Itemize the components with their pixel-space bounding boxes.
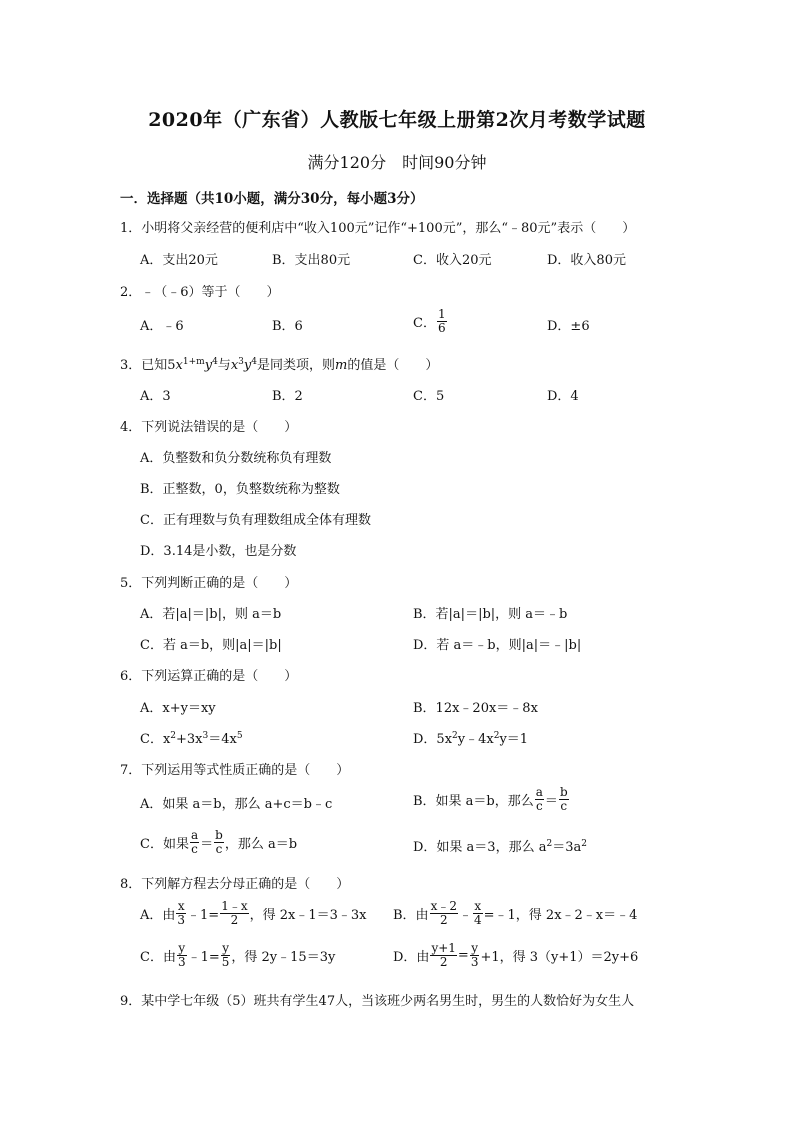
fraction-numerator: x [474,899,482,913]
question-7-option-b [413,786,570,813]
fraction-denominator: 2 [230,913,239,927]
question-7-stem: 7．下列运用等式性质正确的是（ ） [120,763,350,778]
var: m [335,358,348,373]
text: ，得 2y﹣15＝3y [231,950,336,965]
fraction [430,900,458,927]
question-5-option-b: B．若|a|＝|b|，则 a＝﹣b [413,607,568,622]
fraction-denominator: 3 [177,913,186,927]
fraction [470,942,480,969]
text: 是同类项，则 [256,358,335,373]
question-8-stem: 8．下列解方程去分母正确的是（ ） [120,877,350,892]
exponent: 5 [236,731,243,741]
fraction [221,942,231,969]
question-8-option-b [393,900,637,927]
exponent: 1+m [182,357,205,367]
text: y＝1 [499,732,529,747]
exponent: 4 [212,357,218,367]
text: ＝ [200,837,214,852]
text: ，得 2x﹣1＝3﹣3x [249,908,367,923]
fraction-numerator: x﹣2 [430,899,457,913]
text: ，那么 a＝b [224,837,298,852]
exponent: 3 [238,357,244,367]
question-4-option-d: D．3.14是小数，也是分数 [140,544,297,559]
question-2-option-c [413,308,448,335]
fraction-denominator: 4 [473,913,482,927]
fraction [176,900,186,927]
fraction-denominator: 6 [437,321,446,335]
question-4-option-a: A．负整数和负分数统称负有理数 [140,451,332,466]
fraction [430,942,456,969]
text: ﹣ [458,908,472,923]
text: D．由 [393,950,430,965]
text: 与 [217,358,231,373]
question-3-option-a: A．3 [140,389,171,404]
fraction-numerator: b [215,828,223,842]
text: A．由 [140,908,176,923]
text: B．如果 a＝b，那么 [413,794,534,809]
fraction-denominator: c [560,799,568,813]
fraction [190,829,199,856]
question-1-option-b: B．支出80元 [272,253,351,268]
question-8-option-a [140,900,367,927]
section-heading: 一．选择题（共10小题，满分30分，每小题3分） [120,191,424,207]
text: D．5x [413,732,453,747]
fraction [535,786,544,813]
question-6-option-c [140,728,243,747]
question-4-stem: 4．下列说法错误的是（ ） [120,420,298,435]
text: D．如果 a＝3，那么 a [413,840,547,855]
fraction-numerator: a [190,828,199,842]
exponent: 2 [452,731,458,741]
fraction-numerator: y+1 [431,941,456,955]
question-7-option-d [413,836,587,855]
var: x [230,358,239,373]
question-6-option-d [413,728,528,747]
text: 的值是（ ） [347,358,439,373]
exponent: 2 [546,839,553,849]
question-8-option-c [140,942,335,969]
fraction-numerator: 1﹣x [221,899,248,913]
exponent: 2 [170,731,177,741]
fraction-numerator: y [471,941,479,955]
question-4-option-c: C．正有理数与负有理数组成全体有理数 [140,513,371,528]
exponent: 2 [493,731,500,741]
question-5-stem: 5．下列判断正确的是（ ） [120,576,298,591]
fraction-denominator: 5 [221,955,230,969]
question-5-option-a: A．若|a|＝|b|，则 a＝b [140,607,282,622]
text: =﹣1，得 2x﹣2﹣x＝﹣4 [483,908,638,923]
fraction-numerator: y [222,941,229,955]
question-6-option-b: B．12x﹣20x＝﹣8x [413,701,538,716]
question-2-stem: 2．﹣（﹣6）等于（ ） [120,285,280,300]
fraction-numerator: x [177,899,185,913]
text: C．由 [140,950,176,965]
text: y﹣4x [457,732,494,747]
fraction-denominator: c [215,842,223,856]
fraction-denominator: 3 [177,955,186,969]
question-3-option-b: B．2 [272,389,303,404]
question-2-option-d: D．±6 [547,319,590,334]
exponent: 2 [581,839,587,849]
fraction [220,900,248,927]
fraction-denominator: 3 [470,955,479,969]
question-3-option-c: C．5 [413,389,445,404]
exponent: 3 [202,731,209,741]
question-2-option-b: B．6 [272,319,303,334]
fraction-denominator: c [535,799,543,813]
question-9-stem: 9．某中学七年级（5）班共有学生47人，当该班少两名男生时，男生的人数恰好为女生人 [120,994,635,1009]
question-6-option-a: A．x+y＝xy [140,701,216,716]
question-8-option-d [393,942,638,969]
text: ﹣1= [187,950,220,965]
page-subtitle: 满分120分 时间90分钟 [307,153,487,172]
fraction-denominator: c [191,842,198,856]
fraction-denominator: 2 [439,955,448,969]
fraction-numerator: y [178,941,186,955]
var: y [243,358,252,373]
fraction [214,829,224,856]
fraction [177,942,187,969]
question-6-stem: 6．下列运算正确的是（ ） [120,669,298,684]
var: y [204,358,213,373]
fraction [473,900,483,927]
question-4-option-b: B．正整数，0，负整数统称为整数 [140,482,340,497]
question-3-stem [120,354,438,373]
question-5-option-d: D．若 a＝﹣b，则|a|＝﹣|b| [413,638,582,653]
question-1-option-a: A．支出20元 [140,253,218,268]
fraction [559,786,569,813]
exponent: 4 [251,357,257,367]
text: = [457,948,469,963]
question-1-option-d: D．收入80元 [547,253,626,268]
fraction-numerator: a [535,785,543,799]
text: ＝ [544,794,558,809]
question-5-option-c: C．若 a＝b，则|a|＝|b| [140,638,282,653]
text: B．由 [393,908,429,923]
text: 3．已知5 [120,358,176,373]
text: C．如果 [140,837,189,852]
var: x [175,358,183,373]
question-7-option-a: A．如果 a＝b，那么 a+c＝b﹣c [140,797,333,812]
text: +3x [176,732,203,747]
question-7-option-c [140,829,297,856]
text: C．x [140,732,171,747]
text: ＝3a [552,840,582,855]
question-2-option-a: A．﹣6 [140,319,184,334]
text: +1，得 3（y+1）＝2y+6 [480,950,639,965]
fraction-numerator: 1 [437,307,446,321]
option-label: C． [413,316,436,331]
fraction-numerator: b [559,785,568,799]
fraction [437,308,447,335]
text: ＝4x [208,732,237,747]
page-title: 2020年（广东省）人教版七年级上册第2次月考数学试题 [148,109,646,131]
question-1-stem: 1．小明将父亲经营的便利店中“收入100元”记作“+100元”，那么“﹣80元”表示（ ） [120,221,636,236]
text: ﹣1= [187,908,220,923]
fraction-denominator: 2 [439,913,448,927]
question-1-option-c: C．收入20元 [413,253,492,268]
question-3-option-d: D．4 [547,389,579,404]
